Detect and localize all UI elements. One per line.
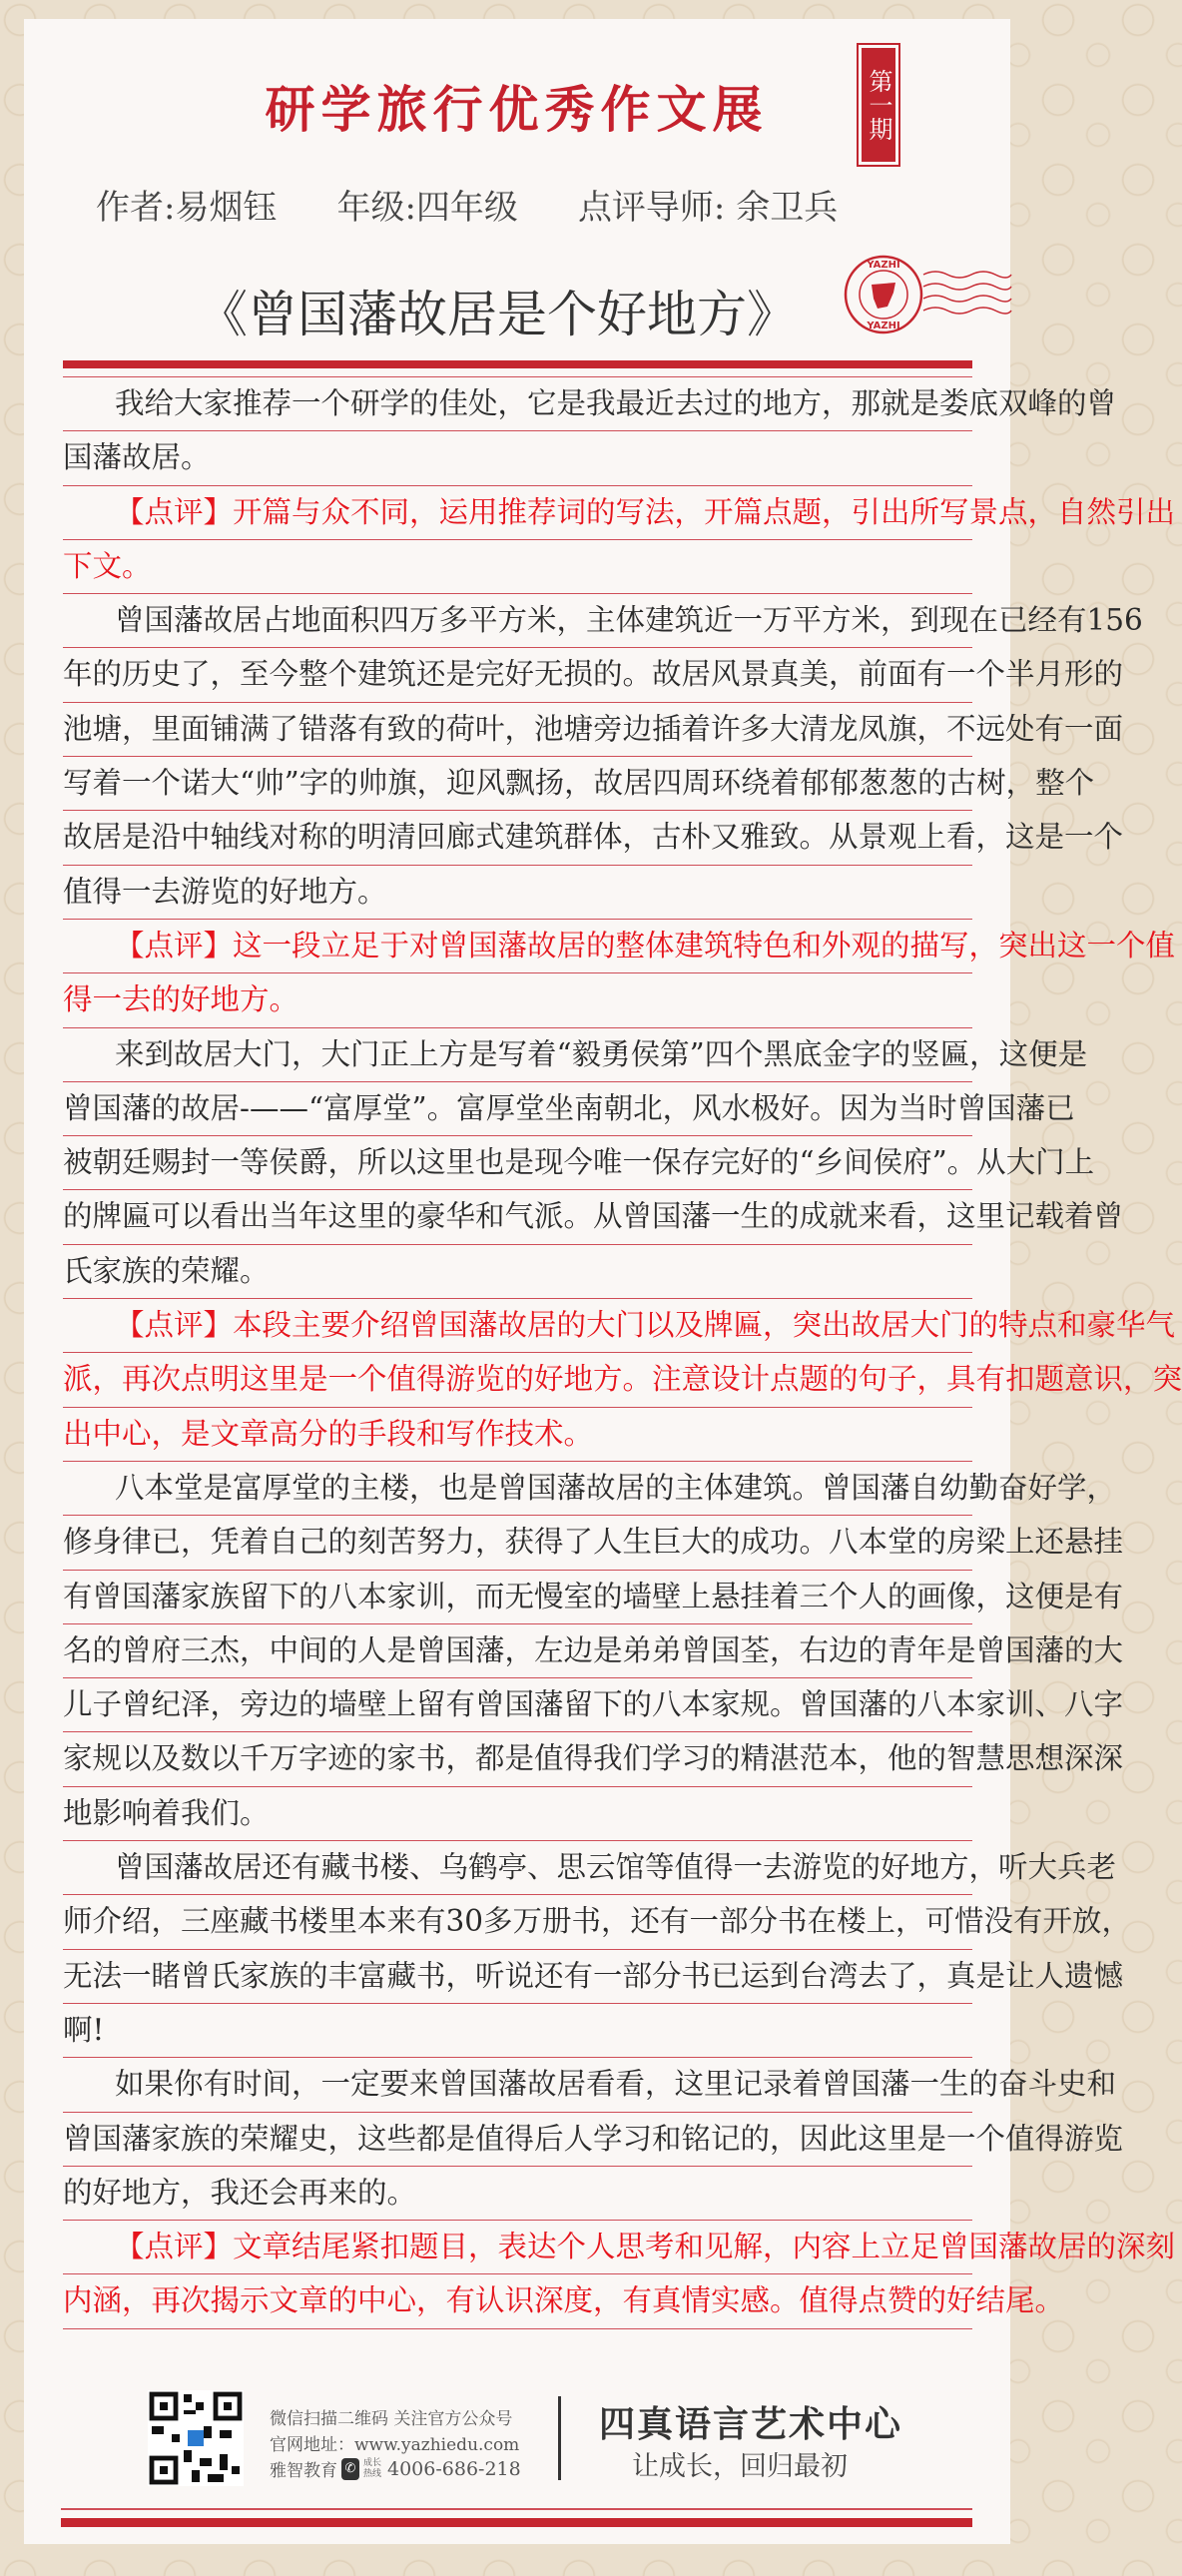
- paragraph-line: 的好地方，我还会再来的。: [63, 2167, 972, 2221]
- qr-code: [148, 2390, 244, 2486]
- contact-line: [270, 2456, 521, 2481]
- paragraph-line: 被朝廷赐封一等侯爵，所以这里也是现今唯一保存完好的“乡间侯府”。从大门上: [63, 1136, 972, 1190]
- comment-line: 【点评】开篇与众不同，运用推荐词的写法，开篇点题，引出所写景点，自然引出: [63, 486, 972, 540]
- paragraph-line: 曾国藩的故居-——“富厚堂”。富厚堂坐南朝北，风水极好。因为当时曾国藩已: [63, 1082, 972, 1136]
- paragraph-line: 年的历史了，至今整个建筑还是完好无损的。故居风景真美，前面有一个半月形的: [63, 648, 972, 702]
- paragraph-line: 有曾国藩家族留下的八本家训，而无慢室的墙壁上悬挂着三个人的画像，这便是有: [63, 1571, 972, 1624]
- comment-line: 内涵，再次揭示文章的中心，有认识深度，有真情实感。值得点赞的好结尾。: [63, 2274, 972, 2328]
- essay-title: 《曾国藩故居是个好地方》: [198, 286, 797, 343]
- header-divider: [63, 360, 972, 368]
- comment-line: 【点评】这一段立足于对曾国藩故居的整体建筑特色和外观的描写，突出这一个值: [63, 920, 972, 973]
- paragraph-line: 池塘，里面铺满了错落有致的荷叶，池塘旁边插着许多大清龙凤旗，不远处有一面: [63, 703, 972, 757]
- paragraph-line: 师介绍，三座藏书楼里本来有30多万册书，还有一部分书在楼上，可惜没有开放，: [63, 1895, 972, 1949]
- brand-name: 四真语言艺术中心: [599, 2404, 903, 2445]
- paragraph-line: 写着一个诺大“帅”字的帅旗，迎风飘扬，故居四周环绕着郁郁葱葱的古树，整个: [63, 757, 972, 811]
- paragraph-line: 氏家族的荣耀。: [63, 1245, 972, 1299]
- phone-number: 4006-686-218: [387, 2457, 521, 2480]
- footer-rule: [61, 2508, 972, 2510]
- comment-line: 下文。: [63, 540, 972, 594]
- qr-code-icon: [148, 2390, 244, 2486]
- essay-meta: [96, 180, 838, 229]
- paragraph-line: 的牌匾可以看出当年这里的豪华和气派。从曾国藩一生的成就来看，这里记载着曾: [63, 1190, 972, 1244]
- paragraph-line: 曾国藩家族的荣耀史，这些都是值得后人学习和铭记的，因此这里是一个值得游览: [63, 2113, 972, 2167]
- paragraph-line: 名的曾府三杰，中间的人是曾国藩，左边是弟弟曾国荃，右边的青年是曾国藩的大: [63, 1624, 972, 1678]
- footer-divider: [558, 2396, 561, 2480]
- website-link[interactable]: 官网地址：www.yazhiedu.com: [270, 2435, 520, 2455]
- comment-line: 派，再次点明这里是一个值得游览的好地方。注意设计点题的句子，具有扣题意识，突: [63, 1353, 972, 1407]
- essay-body: [63, 376, 1182, 2329]
- paragraph-line: 家规以及数以千万字迹的家书，都是值得我们学习的精湛范本，他的智慧思想深深: [63, 1732, 972, 1786]
- paragraph-line: 曾国藩故居还有藏书楼、乌鹤亭、思云馆等值得一去游览的好地方，听大兵老: [63, 1841, 972, 1895]
- phone-icon: ✆: [341, 2458, 359, 2480]
- paragraph-line: 地影响着我们。: [63, 1787, 972, 1841]
- paragraph-line: 儿子曾纪泽，旁边的墙壁上留有曾国藩留下的八本家规。曾国藩的八本家训、八字: [63, 1678, 972, 1732]
- comment-line: 出中心，是文章高分的手段和写作技术。: [63, 1408, 972, 1462]
- mentor: 点评导师: 余卫兵: [577, 188, 839, 228]
- paragraph-line: 八本堂是富厚堂的主楼，也是曾国藩故居的主体建筑。曾国藩自幼勤奋好学，: [63, 1462, 972, 1516]
- qr-caption: 微信扫描二维码 关注官方公众号: [270, 2409, 513, 2429]
- hotline-label: 成长热线: [363, 2457, 382, 2479]
- comment-line: 得一去的好地方。: [63, 973, 972, 1027]
- paragraph-line: 无法一睹曾氏家族的丰富藏书，听说还有一部分书已运到台湾去了，真是让人遗憾: [63, 1950, 972, 2004]
- svg-text:YAZHI: YAZHI: [867, 321, 900, 331]
- grade: 年级:四年级: [336, 188, 518, 228]
- paragraph-line: 值得一去游览的好地方。: [63, 866, 972, 920]
- paragraph-line: 国藩故居。: [63, 431, 972, 485]
- paragraph-line: 来到故居大门，大门正上方是写着“毅勇侯第”四个黑底金字的竖匾，这便是: [63, 1028, 972, 1082]
- footer-divider-thick: [61, 2518, 972, 2527]
- postmark-stamp-icon: [844, 255, 1013, 344]
- issue-badge: 第一期: [857, 43, 900, 167]
- svg-text:YAZHI: YAZHI: [867, 260, 900, 271]
- page-title: 研学旅行优秀作文展: [265, 81, 769, 139]
- brand-slogan: 让成长，回归最初: [632, 2451, 848, 2482]
- paragraph-line: 曾国藩故居占地面积四万多平方米，主体建筑近一万平方米，到现在已经有156: [63, 594, 972, 648]
- paragraph-line: 如果你有时间，一定要来曾国藩故居看看，这里记录着曾国藩一生的奋斗史和: [63, 2058, 972, 2112]
- paragraph-line: 修身律已，凭着自己的刻苦努力，获得了人生巨大的成功。八本堂的房梁上还悬挂: [63, 1516, 972, 1570]
- paragraph-line: 啊!: [63, 2004, 972, 2058]
- comment-line: 【点评】文章结尾紧扣题目，表达个人思考和见解，内容上立足曾国藩故居的深刻: [63, 2221, 972, 2274]
- comment-line: 【点评】本段主要介绍曾国藩故居的大门以及牌匾，突出故居大门的特点和豪华气: [63, 1299, 972, 1353]
- org-name: 雅智教育: [270, 2461, 337, 2481]
- paragraph-line: 故居是沿中轴线对称的明清回廊式建筑群体，古朴又雅致。从景观上看，这是一个: [63, 811, 972, 865]
- paragraph-line: 我给大家推荐一个研学的佳处，它是我最近去过的地方，那就是娄底双峰的曾: [63, 377, 972, 431]
- author: 作者:易烟钰: [96, 188, 278, 228]
